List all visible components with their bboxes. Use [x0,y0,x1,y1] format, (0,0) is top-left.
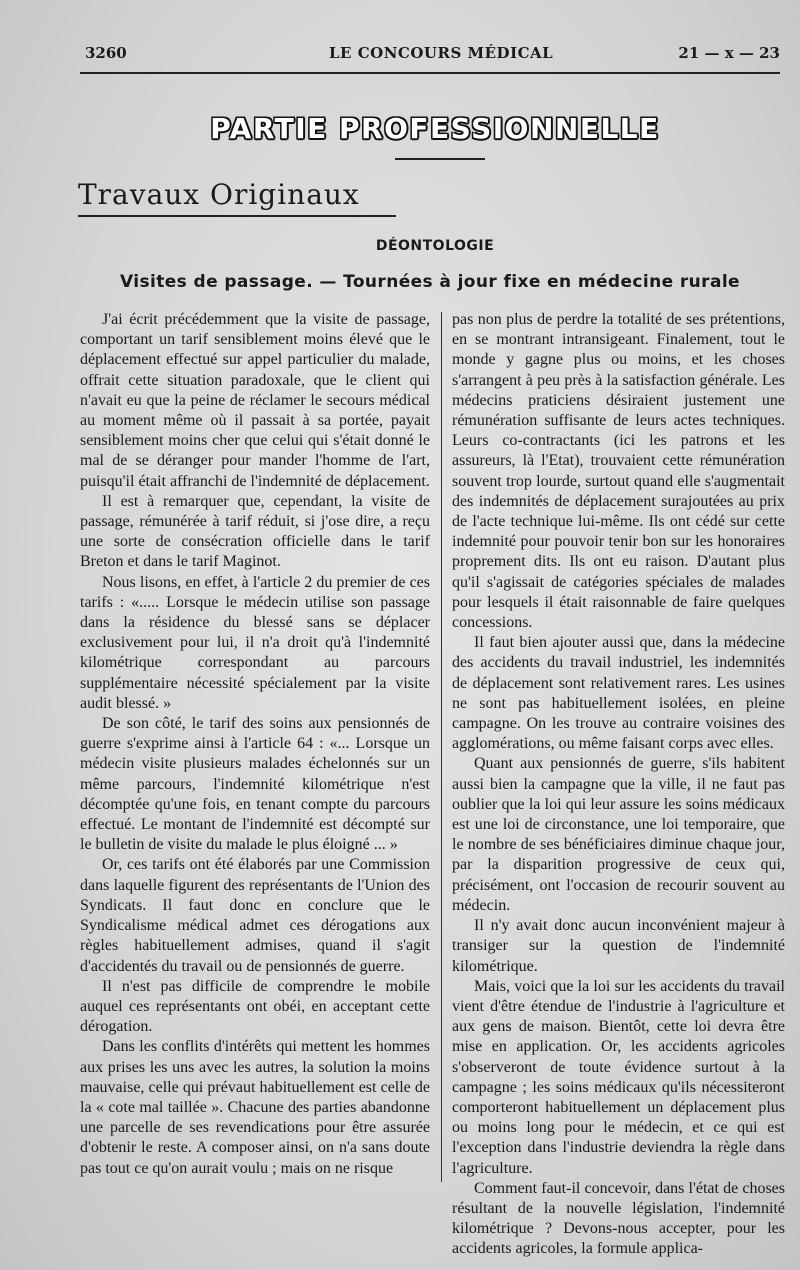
paragraph: Or, ces tarifs ont été élaborés par une Commission dans laquelle figurent des représentants de l'Union des Syndicats. Il faut donc en conclure que le Syndicalisme médical admet ces dérogations aux règles habituellement admises, quand il s'agit d'accidentés du travail ou de pensionnés de guerre. [80,856,430,975]
issue-date: 21 — x — 23 [678,44,780,62]
journal-title: LE CONCOURS MÉDICAL [329,44,554,62]
paragraph: Comment faut-il concevoir, dans l'état de choses résultant de la nouvelle législation, l'indemnité kilométrique ? Devons-nous accepter, pour les accidents agricoles, la formule applica- [452,1179,785,1258]
subsection-title: Travaux Originaux [78,178,360,211]
paragraph: Nous lisons, en effet, à l'article 2 du premier de ces tarifs : «..... Lorsque le médecin utilise son passage dans la résidence du blessé sans se déplacer exclusivement pour lui, il n'a droit qu'à l'indemnité kilométrique correspondant au parcours supplémentaire nécessité spécialement par la visite audit blessé. » [80,573,430,712]
paragraph: J'ai écrit précédemment que la visite de passage, comportant un tarif sensiblement moins élevé que le déplacement effectué sur appel particulier du malade, offrait cette situation paradoxale, que le client qui n'avait eu que la peine de réclamer le secours médical au moment même où il passait à sa portée, payait sensiblement moins cher que celui qui s'était donné le mal de se déranger pour mander l'homme de l'art, puisqu'il était affranchi de l'indemnité de déplacement. [80,311,430,490]
paragraph: De son côté, le tarif des soins aux pensionnés de guerre s'exprime ainsi à l'article 64 : «... Lorsque un médecin visite plusieurs malades échelonnés sur un même parcours, l'indemnité kilométrique n'est décomptée qu'une fois, en tenant compte du parcours effectué. Le montant de l'indemnité est décompté sur le bulletin de visite du malade le plus éloigné ... » [80,715,430,854]
section-title-rule [395,158,485,160]
running-head [85,44,780,68]
right-column [452,310,785,1260]
paragraph: Il n'y avait donc aucun inconvénient majeur à transiger sur la question de l'indemnité kilométrique. [452,917,785,975]
paragraph: pas non plus de perdre la totalité de ses prétentions, en se montrant intransigeant. Finalement, tout le monde y gagne plus ou moins, et les choses s'arrangent à peu près à la satisfaction générale. Les médecins praticiens désiraient justement une rémunération suffisante de leurs actes techniques. Leurs co-contractants (ici les patrons et les assureurs, là l'Etat), trouvaient cette rémunération souvent trop lourde, surtout quand elle s'augmentait des indemnités de déplacement surajoutées au prix de l'acte technique lui-même. Ils ont cédé sur cette indemnité pour pouvoir tenir bon sur les honoraires proprement dits. Ils ont eu raison. D'autant plus qu'il s'agissait de catégories spéciales de malades pour lesquels il était raisonnable de faire quelques concessions. [452,311,785,632]
page-number: 3260 [85,44,127,62]
paragraph: Dans les conflits d'intérêts qui mettent les hommes aux prises les uns avec les autres, la solution la moins mauvaise, celle qui prévaut habituellement est celle de la « cote mal taillée ». Chacune des parties abandonne une parcelle de ses revendications pour être assurée d'obtenir le reste. A composer ainsi, on n'a sans doute pas tout ce qu'on aurait voulu ; mais on ne risque [80,1038,430,1177]
paragraph: Il est à remarquer que, cependant, la visite de passage, rémunérée à tarif réduit, si j'ose dire, a reçu une sorte de consécration officielle dans le tarif Breton et dans le tarif Maginot. [80,492,430,571]
section-title: PARTIE PROFESSIONNELLE [210,112,660,145]
rubric-heading: DÉONTOLOGIE [375,238,495,254]
header-rule [80,72,780,74]
paragraph: Il faut bien ajouter aussi que, dans la médecine des accidents du travail industriel, les indemnités de déplacement sont relativement rares. Les usines ne sont pas habituellement isolées, en pleine campagne. On les trouve au contraire voisines des agglomérations, ou même faisant corps avec elles. [452,634,785,753]
paragraph: Mais, voici que la loi sur les accidents du travail vient d'être étendue de l'industrie à l'agriculture et aux gens de maison. Bientôt, cette loi devra être mise en application. Or, les accidents agricoles s'observeront de toute évidence surtout à la campagne ; les soins médicaux qu'ils nécessiteront comporteront habituellement un déplacement plus ou moins long pour le médecin, et ce qui est l'exception dans l'industrie deviendra la règle dans l'agriculture. [452,977,785,1177]
paragraph: Il n'est pas difficile de comprendre le mobile auquel ces représentants ont obéi, en acceptant cette dérogation. [80,977,430,1036]
subsection-title-rule [78,215,396,217]
column-divider [441,312,442,1182]
paragraph: Quant aux pensionnés de guerre, s'ils habitent aussi bien la campagne que la ville, il ne faut pas oublier que la loi qui leur assure les soins médicaux est une loi de circonstance, une loi temporaire, que le nombre de ses bénéficiaires diminue chaque jour, par la disparition progressive de ceux qui, précisément, ont l'occasion de recourir souvent au médecin. [452,755,785,914]
left-column [80,310,430,1179]
article-title: Visites de passage. — Tournées à jour fixe en médecine rurale [120,272,740,292]
